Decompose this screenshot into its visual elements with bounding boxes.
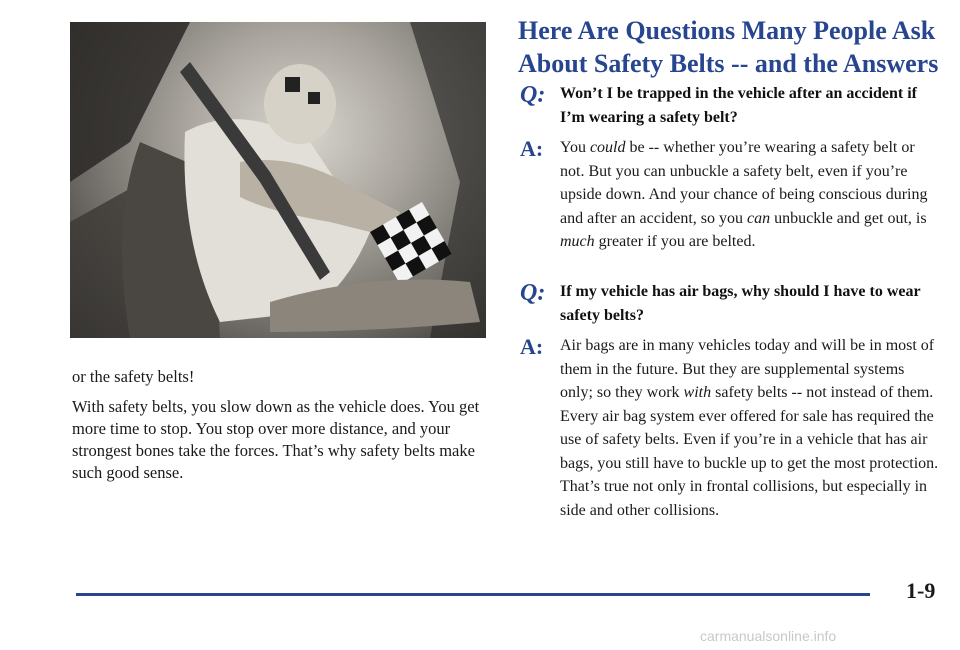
question-text: Won’t I be trapped in the vehicle after an accident if I’m wearing a safety belt? — [560, 85, 918, 126]
answer-1 — [520, 136, 940, 254]
q-marker: Q: — [520, 82, 546, 108]
question-text: If my vehicle has air bags, why should I have to wear safety belts? — [560, 283, 921, 324]
footer-rule — [76, 593, 870, 596]
watermark: carmanualsonline.info — [700, 628, 837, 644]
answer-2 — [520, 334, 940, 522]
heading-line-2: About Safety Belts -- and the Answers — [518, 49, 939, 78]
answer-text: You could be -- whether you’re wearing a safety belt or not. But you can unbuckle a safety belt, even if you’re upside down. And your chance of being conscious during and after an accident, so you can unbuckle and get out, is much greater if you are belted. — [560, 139, 928, 250]
a-marker: A: — [520, 334, 544, 359]
answer-text: Air bags are in many vehicles today and will be in most of them in the future. But they are supplemental systems only; so they work with safety belts -- not instead of them. Every air bag system ever offered for sale has required the use of safety belts. Even if you’re in a vehicle that has air bags, you still have to buckle up to get the most protection. That’s true not only in frontal collisions, but especially in side and other collisions. — [560, 337, 939, 519]
page-number: 1-9 — [906, 578, 936, 603]
q-marker: Q: — [520, 280, 546, 306]
emphasis: could — [589, 139, 626, 156]
heading-line-1: Here Are Questions Many People Ask — [518, 16, 936, 45]
a-marker: A: — [520, 136, 544, 161]
crash-test-dummy-photo — [70, 22, 486, 338]
caption-paragraph: With safety belts, you slow down as the vehicle does. You get more time to stop. You stop over more distance, and your strongest bones take the forces. That’s why safety belts make such good sense. — [72, 397, 480, 482]
question-2 — [520, 280, 940, 328]
emphasis: with — [683, 384, 712, 401]
caption-line: or the safety belts! — [72, 367, 195, 386]
emphasis: much — [560, 233, 595, 250]
question-1 — [520, 82, 940, 130]
crash-test-illustration — [70, 22, 486, 338]
emphasis: can — [747, 209, 771, 227]
section-heading — [518, 14, 948, 80]
